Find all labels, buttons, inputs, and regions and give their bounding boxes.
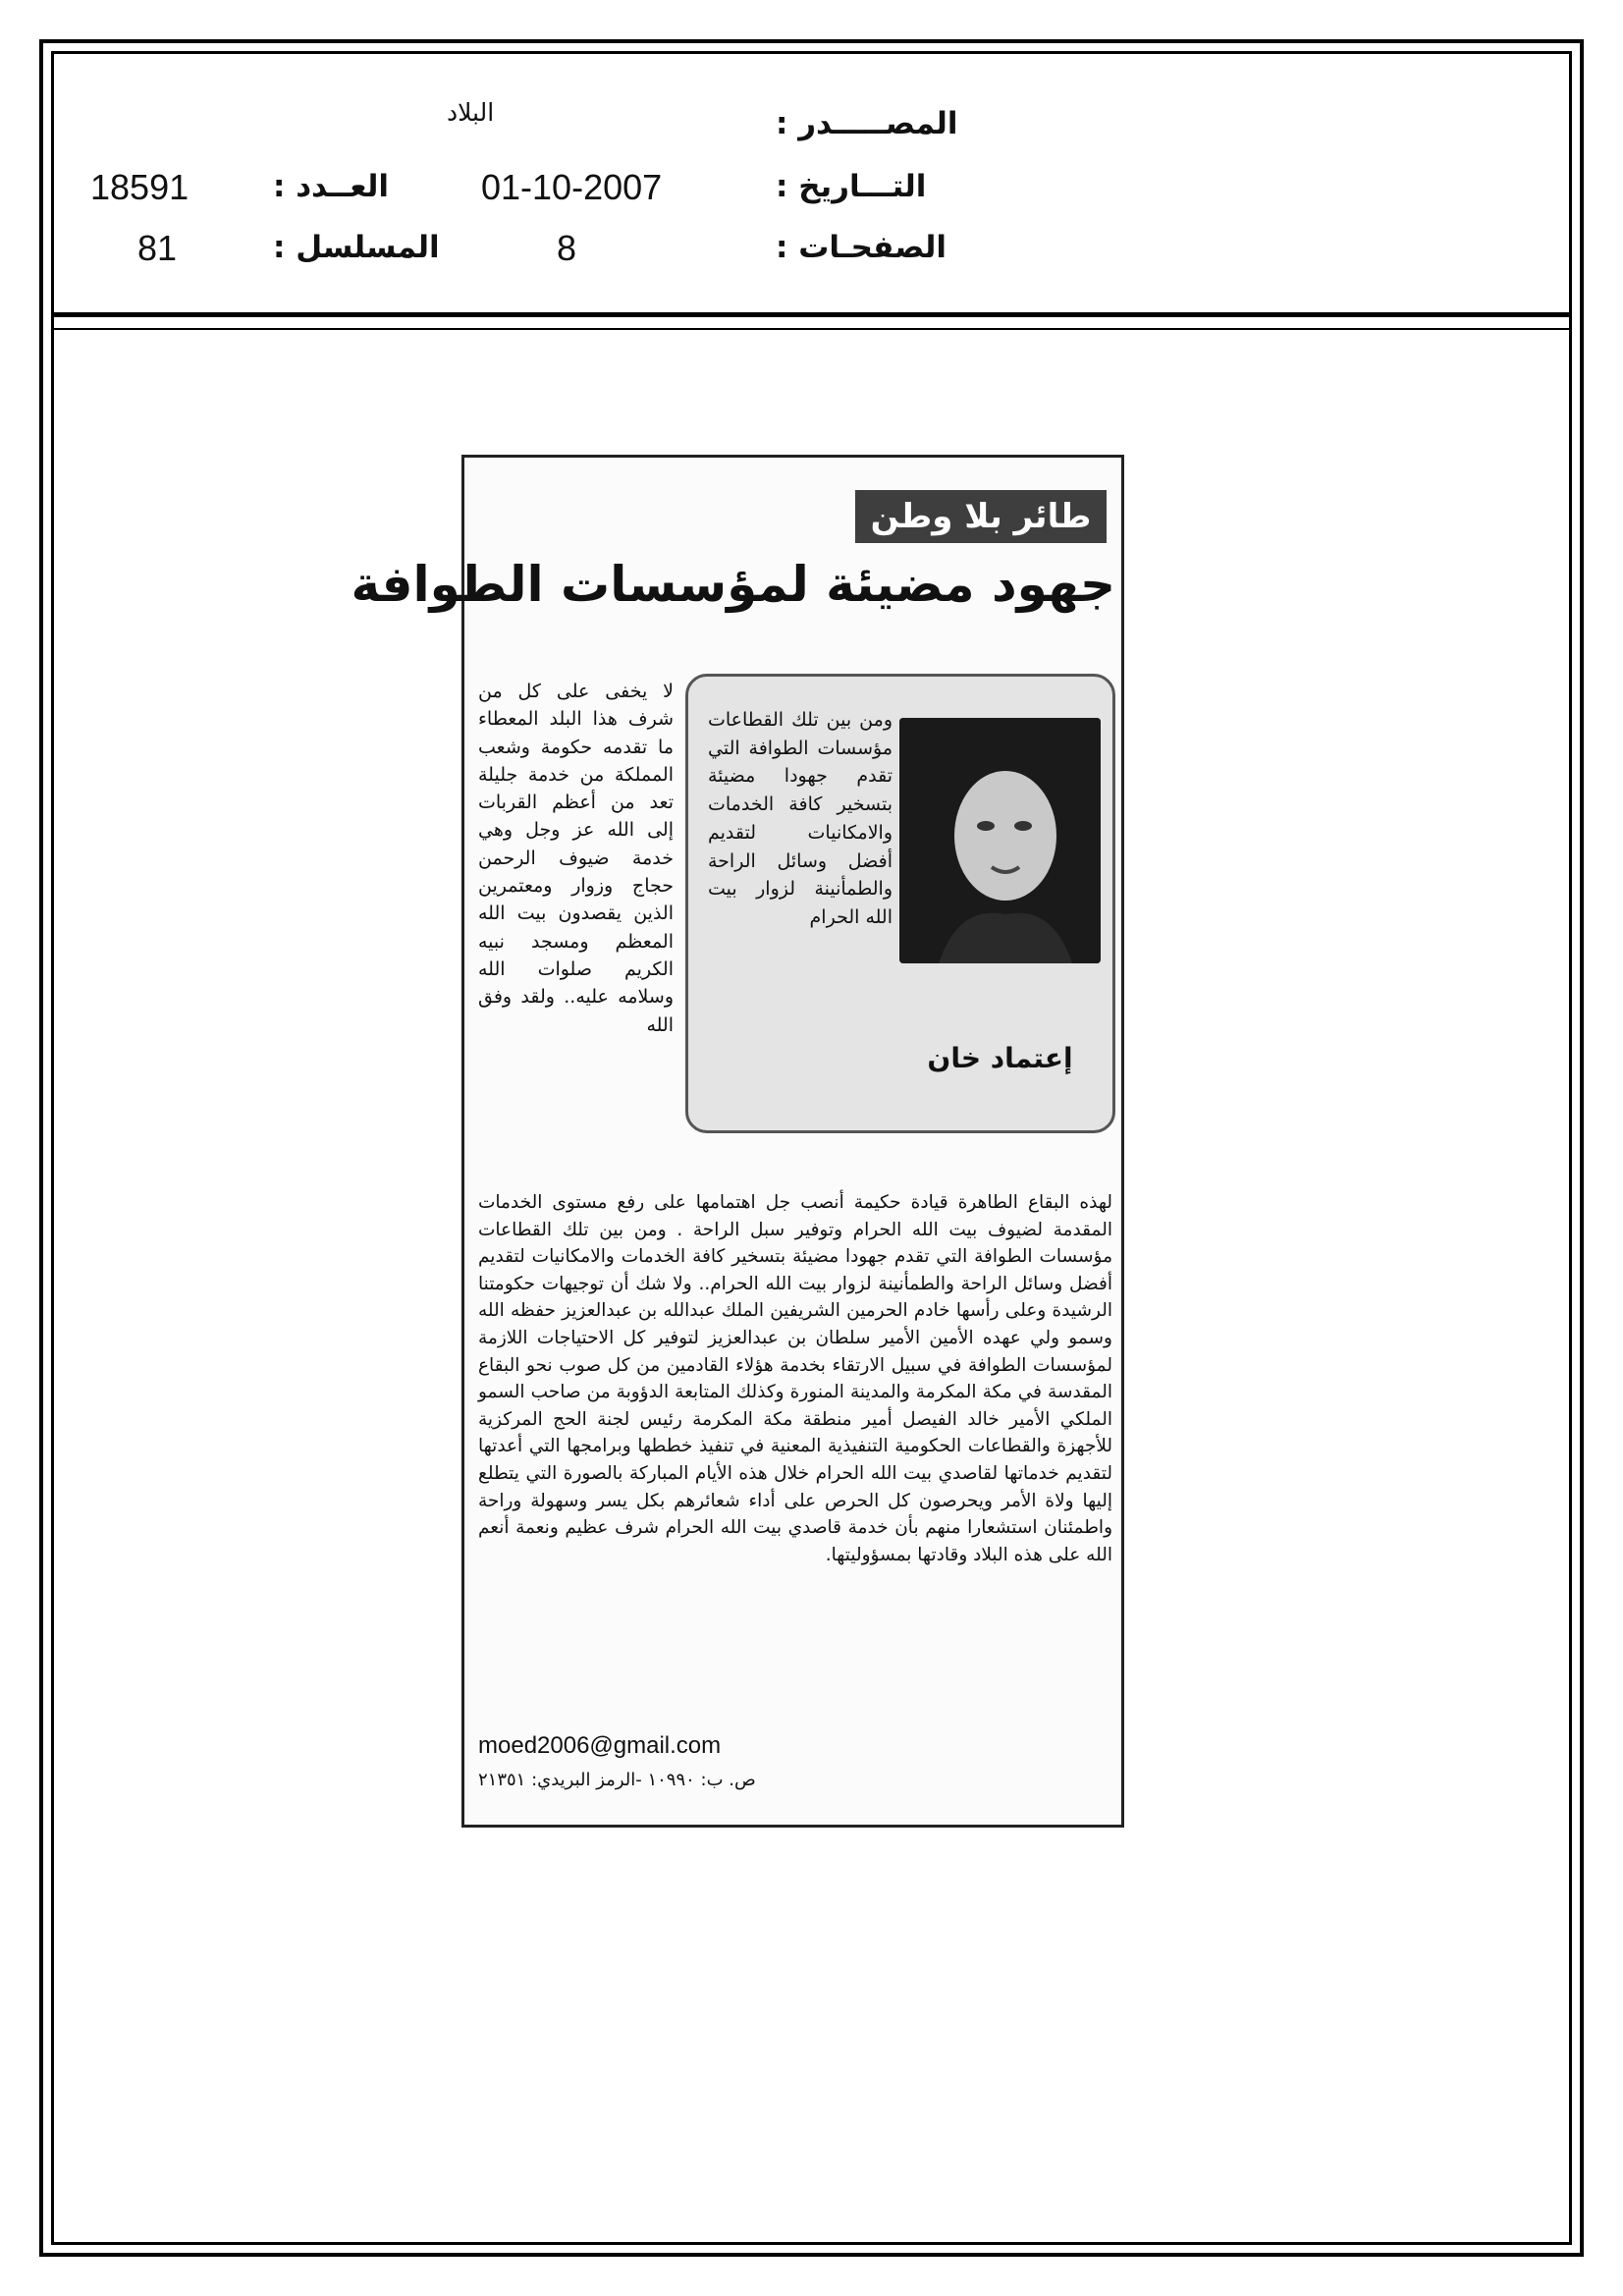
pages-label: الصفحـات : [776,230,947,265]
author-email: moed2006@gmail.com [478,1732,722,1759]
intro-column: لا يخفى على كل من شرف هذا البلد المعطاء ما تقدمه حكومة وشعب المملكة من خدمة جليلة تعد من أعظم القربات إلى الله عز وجل وهي خدمة ضيوف الرحمن حجاج وزوار ومعتمرين الذين يقصدون بيت الله المعظم ومسجد نبيه الكريم صلوات الله وسلامه عليه.. ولقد وفق الله [478,681,674,1036]
header-separator [51,312,1572,317]
po-box: ص. ب: ١٠٩٩٠ -الرمز البريدي: ٢١٣٥١ [478,1770,756,1790]
date-value: 01-10-2007 [481,167,663,207]
pull-quote: ومن بين تلك القطاعات مؤسسات الطوافة التي تقدم جهودا مضيئة بتسخير كافة الخدمات والامكانيات لتقديم أفضل وسائل الراحة والطمأنينة لزوار بيت الله الحرام [708,709,893,928]
issue-value: 18591 [90,167,189,207]
column-kicker: طائر بلا وطن [855,490,1107,543]
source-label: المصـــــدر : [776,106,958,141]
author-box [685,674,1115,1133]
serial-label: المسلسل : [273,230,440,265]
issue-label: العــدد : [273,169,389,204]
date-label: التـــاريخ : [776,169,927,204]
header-separator-thin [51,328,1572,330]
source-value: البلاد [447,98,495,127]
serial-value: 81 [137,228,178,268]
portrait-image [899,718,1101,963]
pages-value: 8 [557,228,577,268]
article-headline: جهود مضيئة لمؤسسات الطوافة [351,556,1115,613]
article-body: لهذه البقاع الطاهرة قيادة حكيمة أنصب جل اهتمامها على رفع مستوى الخدمات المقدمة لضيوف بيت الله الحرام وتوفير سبل الراحة . ومن بين تلك القطاعات مؤسسات الطوافة التي تقدم جهودا مضيئة بتسخير كافة الخدمات والامكانيات لتقديم أفضل وسائل الراحة والطمأنينة لزوار بيت الله الحرام.. ولا شك أن توجيهات حكومتنا الرشيدة وعلى رأسها خادم الحرمين الشريفين الملك عبدالله بن عبدالعزيز حفظه الله وسمو ولي عهده الأمين الأمير سلطان بن عبدالعزيز لتوفير كل الاحتياجات اللازمة لمؤسسات الطوافة في سبيل الارتقاء بخدمة هؤلاء القادمين من كل صوب نحو البقاع المقدسة في مكة المكرمة والمدينة المنورة وكذلك المتابعة الدؤوبة من صاحب السمو الملكي الأمير خالد الفيصل أمير منطقة مكة المكرمة رئيس لجنة الحج المركزية للأجهزة والقطاعات الحكومية التنفيذية المعنية في تنفيذ خططها وبرامجها التي أعدتها لتقديم خدماتها لقاصدي بيت الله الحرام خلال هذه الأيام المباركة بالصورة التي يتطلع إليها ولاة الأمر ويحرصون كل الحرص على أداء شعائرهم بكل يسر وسهولة وراحة واطمئنان استشعارا منهم بأن خدمة قاصدي بيت الله الحرام شرف عظيم ونعمة أنعم الله على هذه البلاد وقادتها بمسؤوليتها. [478,1192,1112,1565]
newspaper-clipping [351,455,1124,1828]
author-name: إعتماد خان [927,1042,1073,1074]
author-photo [899,718,1101,963]
